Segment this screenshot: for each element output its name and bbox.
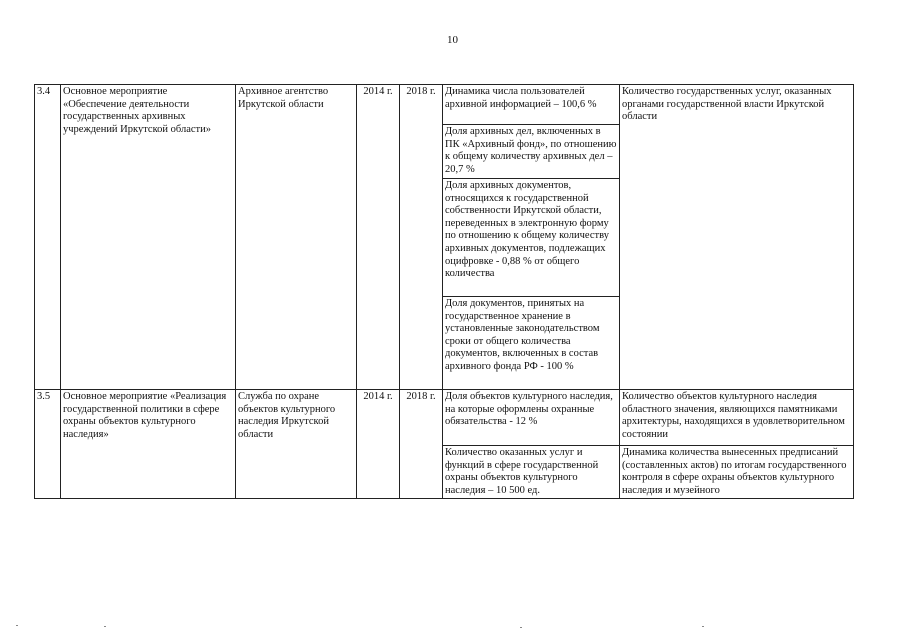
indicator-cell: Доля документов, принятых на государственное хранение в установленные законодательством сроки от общего количества документов, включенных в состав архивного фонда РФ - 100 % — [443, 297, 620, 390]
scan-speck — [104, 626, 106, 627]
page-number: 10 — [447, 34, 458, 46]
indicator-cell: Доля архивных документов, относящихся к государственной собственности Иркутской области, переведенных в электронную форму по отношению к общему количеству архивных документов, подлежащих оцифровке - 0,88 % от общего количества — [443, 179, 620, 297]
table-row — [35, 390, 854, 446]
result-cell: Динамика количества вынесенных предписаний (составленных актов) по итогам государственного контроля в сфере охраны объектов культурного наследия и музейного — [620, 446, 854, 499]
result-cell: Количество объектов культурного наследия областного значения, являющихся памятниками архитектуры, находящихся в удовлетворительном состоянии — [620, 390, 854, 446]
indicator-cell: Доля архивных дел, включенных в ПК «Архивный фонд», по отношению к общему количеству архивных дел –20,7 % — [443, 125, 620, 179]
executor-cell: Служба по охране объектов культурного наследия Иркутской области — [236, 390, 357, 499]
end-year: 2018 г. — [400, 85, 443, 390]
executor-cell: Архивное агентство Иркутской области — [236, 85, 357, 390]
indicator-cell: Динамика числа пользователей архивной информацией – 100,6 % — [443, 85, 620, 125]
indicator-cell: Количество оказанных услуг и функций в сфере государственной охраны объектов культурного наследия – 10 500 ед. — [443, 446, 620, 499]
scan-speck — [520, 627, 522, 628]
program-table — [34, 84, 854, 499]
scan-speck — [702, 626, 704, 627]
start-year: 2014 г. — [357, 390, 400, 499]
result-cell: Количество государственных услуг, оказанных органами государственной власти Иркутской области — [620, 85, 854, 390]
scan-speck — [16, 625, 18, 626]
end-year: 2018 г. — [400, 390, 443, 499]
measure-title: Основное мероприятие «Реализация государственной политики в сфере охраны объектов культурного наследия» — [61, 390, 236, 499]
row-number: 3.5 — [35, 390, 61, 499]
table-row — [35, 85, 854, 125]
indicator-cell: Доля объектов культурного наследия, на которые оформлены охранные обязательства - 12 % — [443, 390, 620, 446]
measure-title: Основное мероприятие «Обеспечение деятельности государственных архивных учреждений Иркутской области» — [61, 85, 236, 390]
start-year: 2014 г. — [357, 85, 400, 390]
row-number: 3.4 — [35, 85, 61, 390]
